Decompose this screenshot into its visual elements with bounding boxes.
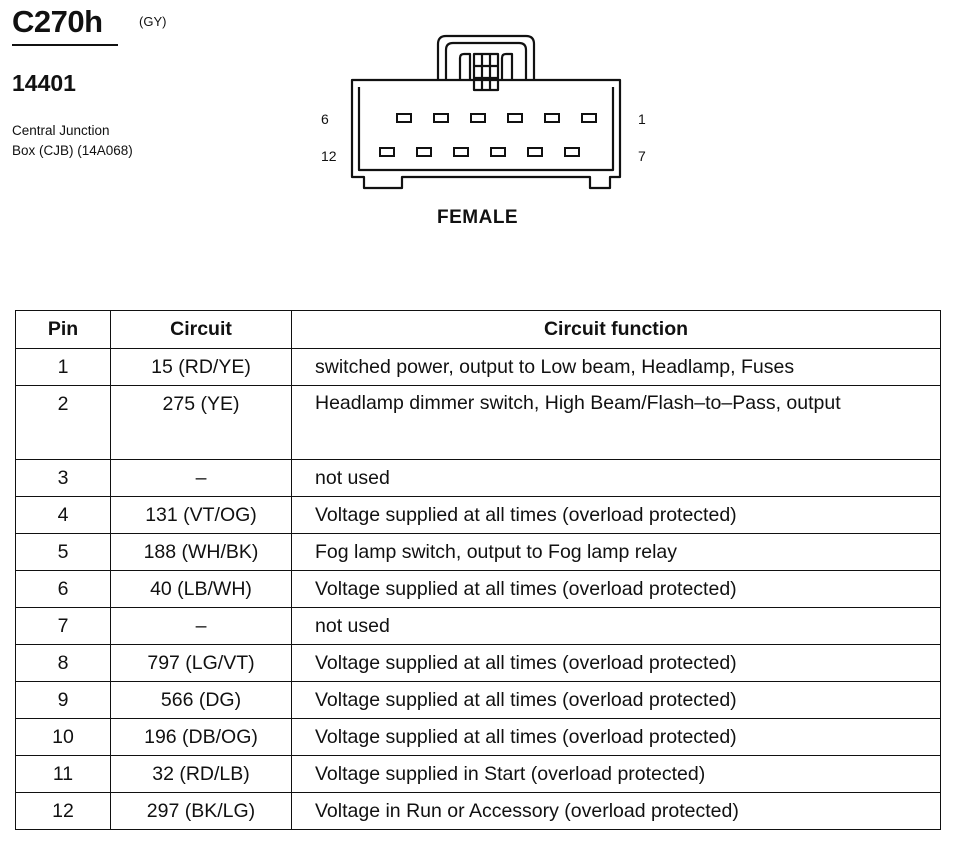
circuit-cell: 32 (RD/LB) [111,756,292,793]
pin-cavity-12 [380,148,394,156]
pin-cavity-11 [417,148,431,156]
table-row [16,793,941,830]
circuit-cell: 40 (LB/WH) [111,571,292,608]
latch-inner [446,43,526,80]
description-line-2: Box (CJB) (14A068) [12,143,133,158]
table-header-row [16,311,941,349]
function-cell: Voltage supplied at all times (overload protected) [292,645,941,682]
function-cell: Voltage supplied at all times (overload protected) [292,719,941,756]
pin-cell: 11 [16,756,111,793]
connector-inner-outline [359,87,613,170]
circuit-cell: 196 (DB/OG) [111,719,292,756]
table-row [16,645,941,682]
pin-cavity-8 [528,148,542,156]
table-row [16,571,941,608]
table-row [16,349,941,386]
pin-cell: 7 [16,608,111,645]
pin-cell: 6 [16,571,111,608]
table-row [16,534,941,571]
connector-body [352,80,620,188]
latch-arm-right [502,54,512,80]
table-row [16,682,941,719]
connector-gender-label: FEMALE [437,207,519,228]
table-row [16,719,941,756]
function-cell: not used [292,608,941,645]
part-number: 14401 [12,70,76,96]
function-cell: Voltage supplied at all times (overload protected) [292,571,941,608]
pin-cell: 10 [16,719,111,756]
pin-cavity-1 [582,114,596,122]
function-cell: not used [292,460,941,497]
function-cell: Voltage supplied at all times (overload protected) [292,497,941,534]
table-row [16,497,941,534]
pin-cavity-10 [454,148,468,156]
function-cell: Voltage supplied at all times (overload protected) [292,682,941,719]
pin-cell: 4 [16,497,111,534]
circuit-cell: 297 (BK/LG) [111,793,292,830]
table-row [16,386,941,460]
pin-cavity-3 [508,114,522,122]
description-line-1: Central Junction [12,123,110,138]
latch-grille [474,54,498,90]
function-cell: Voltage supplied in Start (overload protected) [292,756,941,793]
connector-id: C270h [12,4,103,39]
header-circuit: Circuit [111,311,292,349]
circuit-cell: 15 (RD/YE) [111,349,292,386]
pin-label-bottom-right: 7 [638,148,646,164]
function-cell: Headlamp dimmer switch, High Beam/Flash–to–Pass, output [292,386,941,460]
pin-label-bottom-left: 12 [321,148,337,164]
circuit-cell: 275 (YE) [111,386,292,460]
pin-cell: 2 [16,386,111,460]
function-cell: switched power, output to Low beam, Headlamp, Fuses [292,349,941,386]
table-row [16,756,941,793]
pin-cavity-2 [545,114,559,122]
header-circuit-function: Circuit function [292,311,941,349]
function-cell: Voltage in Run or Accessory (overload protected) [292,793,941,830]
function-cell: Fog lamp switch, output to Fog lamp relay [292,534,941,571]
circuit-cell: – [111,608,292,645]
title-underline [12,44,118,46]
pin-table [15,310,941,830]
table-row [16,460,941,497]
connector-color: (GY) [139,14,167,29]
pin-cavity-5 [434,114,448,122]
pin-label-top-right: 1 [638,111,646,127]
circuit-cell: 188 (WH/BK) [111,534,292,571]
pin-cavity-9 [491,148,505,156]
pin-cavity-4 [471,114,485,122]
circuit-cell: 131 (VT/OG) [111,497,292,534]
pin-cavity-6 [397,114,411,122]
latch-arm-left [460,54,470,80]
pin-cell: 1 [16,349,111,386]
pin-cell: 5 [16,534,111,571]
circuit-cell: 797 (LG/VT) [111,645,292,682]
header-pin: Pin [16,311,111,349]
table-row [16,608,941,645]
connector-description [12,121,133,161]
circuit-cell: 566 (DG) [111,682,292,719]
connector-drawing [300,30,660,200]
pin-cell: 8 [16,645,111,682]
pin-cell: 3 [16,460,111,497]
pin-label-top-left: 6 [321,111,329,127]
pin-cell: 9 [16,682,111,719]
pin-cavity-7 [565,148,579,156]
pin-cell: 12 [16,793,111,830]
circuit-cell: – [111,460,292,497]
